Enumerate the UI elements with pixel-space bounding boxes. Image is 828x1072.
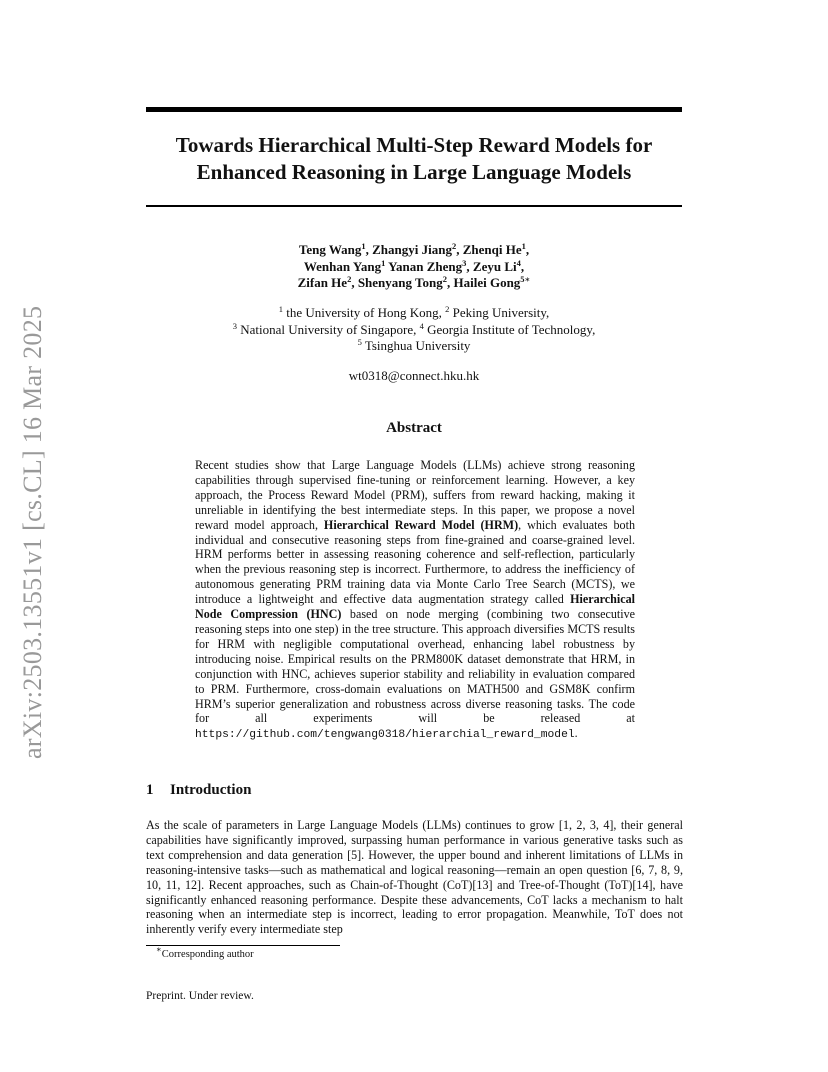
author-line-1 xyxy=(146,242,682,259)
affiliation-name: Tsinghua University xyxy=(364,338,471,353)
author-name: Zifan He xyxy=(297,275,348,290)
abstract-bold-term: Hierarchical Node Compression (HNC) xyxy=(195,592,635,622)
author-affiliation-mark: 1 xyxy=(361,241,366,251)
affiliation-name: Georgia Institute of Technology xyxy=(427,321,593,337)
affiliation-mark: 5 xyxy=(357,337,362,347)
author-list xyxy=(146,242,682,292)
author-affiliation-mark: 5 xyxy=(520,274,525,284)
preprint-note: Preprint. Under review. xyxy=(146,990,254,1002)
affiliation-separator: , xyxy=(592,321,596,337)
author-separator: , xyxy=(525,242,530,257)
author-line-2 xyxy=(146,259,682,276)
abstract-text: . xyxy=(574,726,578,741)
author-affiliation-mark: 2 xyxy=(442,274,447,284)
affiliation-name: National University of Singapore xyxy=(240,321,414,337)
affiliation-mark: 3 xyxy=(232,320,237,331)
author-affiliation-mark: 3 xyxy=(462,257,467,268)
footnote-rule xyxy=(146,945,340,946)
affiliation-separator: , xyxy=(546,305,550,320)
author-separator: , xyxy=(446,275,454,290)
author-affiliation-mark: 1 xyxy=(521,241,526,251)
affiliation-list xyxy=(146,305,682,355)
paper-title xyxy=(146,132,682,186)
abstract-bold-term: Hierarchical Reward Model (HRM) xyxy=(323,517,519,532)
author-name: Teng Wang xyxy=(298,242,362,257)
affiliation-name: Peking University xyxy=(452,305,547,320)
author-name: Yanan Zheng xyxy=(388,258,463,274)
title-line-2: Enhanced Reasoning in Large Language Models xyxy=(196,160,632,184)
footnote-mark: ∗ xyxy=(156,944,162,954)
author-separator: , xyxy=(351,275,358,290)
author-separator: , xyxy=(456,242,463,257)
title-line-1: Towards Hierarchical Multi-Step Reward Models for xyxy=(175,133,653,157)
section-title: Introduction xyxy=(170,782,252,798)
title-bottom-rule xyxy=(146,205,682,207)
abstract-text: Recent studies show that Large Language Models (LLMs) achieve strong reasoning capabilities through supervised fine-tuning or reinforcement learning. However, a key approach, the Process Reward Model (PRM), suffers from reward hacking, making it unreliable in identifying the best intermediate steps. In this paper, we propose a novel reward model approach, xyxy=(195,458,635,532)
author-separator: , xyxy=(365,242,373,257)
affiliation-line-2 xyxy=(146,322,682,339)
affiliation-separator: , xyxy=(413,321,420,337)
introduction-paragraph: As the scale of parameters in Large Language Models (LLMs) continues to grow [1, 2, 3, 4], their general capabilities have significantly improved, surpassing human performance in various generative tasks such as text comprehension and data generation [5]. However, the upper bound and inherent limitations of LLMs in reasoning-intensive tasks—such as mathematical and logical reasoning—remain an open question [6, 7, 8, 9, 10, 11, 12]. Recent approaches, such as Chain-of-Thought (CoT)[13] and Tree-of-Thought (ToT)[14], have significantly enhanced reasoning performance. Despite these advancements, CoT lacks a mechanism to halt reasoning when an intermediate step is incorrect, leading to error propagation. Meanwhile, ToT does not inherently verify every intermediate step xyxy=(146,818,683,937)
author-separator: , xyxy=(466,258,473,274)
author-name: Zhenqi He xyxy=(462,242,522,257)
author-line-3 xyxy=(146,275,682,292)
footnote-text: Corresponding author xyxy=(161,949,254,960)
code-repository-link[interactable]: https://github.com/tengwang0318/hierarchial_reward_model xyxy=(195,729,575,742)
section-heading xyxy=(146,782,251,799)
footnote xyxy=(156,944,254,960)
author-name: Shenyang Tong xyxy=(357,275,443,290)
corresponding-author-mark: ∗ xyxy=(524,274,531,284)
contact-email[interactable]: wt0318@connect.hku.hk xyxy=(348,368,480,383)
affiliation-line-3 xyxy=(146,338,682,355)
author-name: Zeyu Li xyxy=(472,258,517,274)
affiliation-line-1 xyxy=(146,305,682,322)
affiliation-separator: , xyxy=(438,305,446,320)
author-affiliation-mark: 4 xyxy=(516,257,521,268)
affiliation-name: the University of Hong Kong xyxy=(286,305,439,320)
abstract-heading: Abstract xyxy=(386,420,442,436)
affiliation-mark: 1 xyxy=(278,304,283,314)
author-name: Hailei Gong xyxy=(453,275,521,290)
author-separator: , xyxy=(520,258,525,274)
arxiv-identifier: arXiv:2503.13551v1 [cs.CL] 16 Mar 2025 xyxy=(18,305,47,759)
author-affiliation-mark: 2 xyxy=(347,274,352,284)
author-name: Zhangyi Jiang xyxy=(372,242,452,257)
affiliation-mark: 4 xyxy=(419,320,424,331)
abstract-text: , which evaluates both individual and consecutive reasoning steps from fine-grained and coarse-grained level. HRM performs better in assessing reasoning coherence and self-reflection, particularly when the previous reasoning step is incorrect. Furthermore, to address the inefficiency of autonomous generating PRM training data via Monte Carlo Tree Search (MCTS), we introduce a lightweight and effective data augmentation strategy called xyxy=(195,517,635,607)
abstract-text: based on node merging (combining two consecutive reasoning steps into one step) in the tree structure. This approach diversifies MCTS results for HRM with negligible computational overhead, enhancing label robustness by introducing noise. Empirical results on the PRM800K dataset demonstrate that HRM, in conjunction with HNC, achieves superior stability and reliability in evaluation compared to PRM. Furthermore, cross-domain evaluations on MATH500 and GSM8K confirm HRM’s superior generalization and robustness across diverse reasoning tasks. The code for all experiments will be released at xyxy=(195,607,635,726)
author-name: Wenhan Yang xyxy=(303,258,382,274)
section-number: 1 xyxy=(146,782,154,798)
author-affiliation-mark: 1 xyxy=(381,257,386,268)
affiliation-mark: 2 xyxy=(445,304,450,314)
title-top-rule xyxy=(146,107,682,112)
author-affiliation-mark: 2 xyxy=(451,241,457,251)
abstract-body xyxy=(195,458,635,743)
